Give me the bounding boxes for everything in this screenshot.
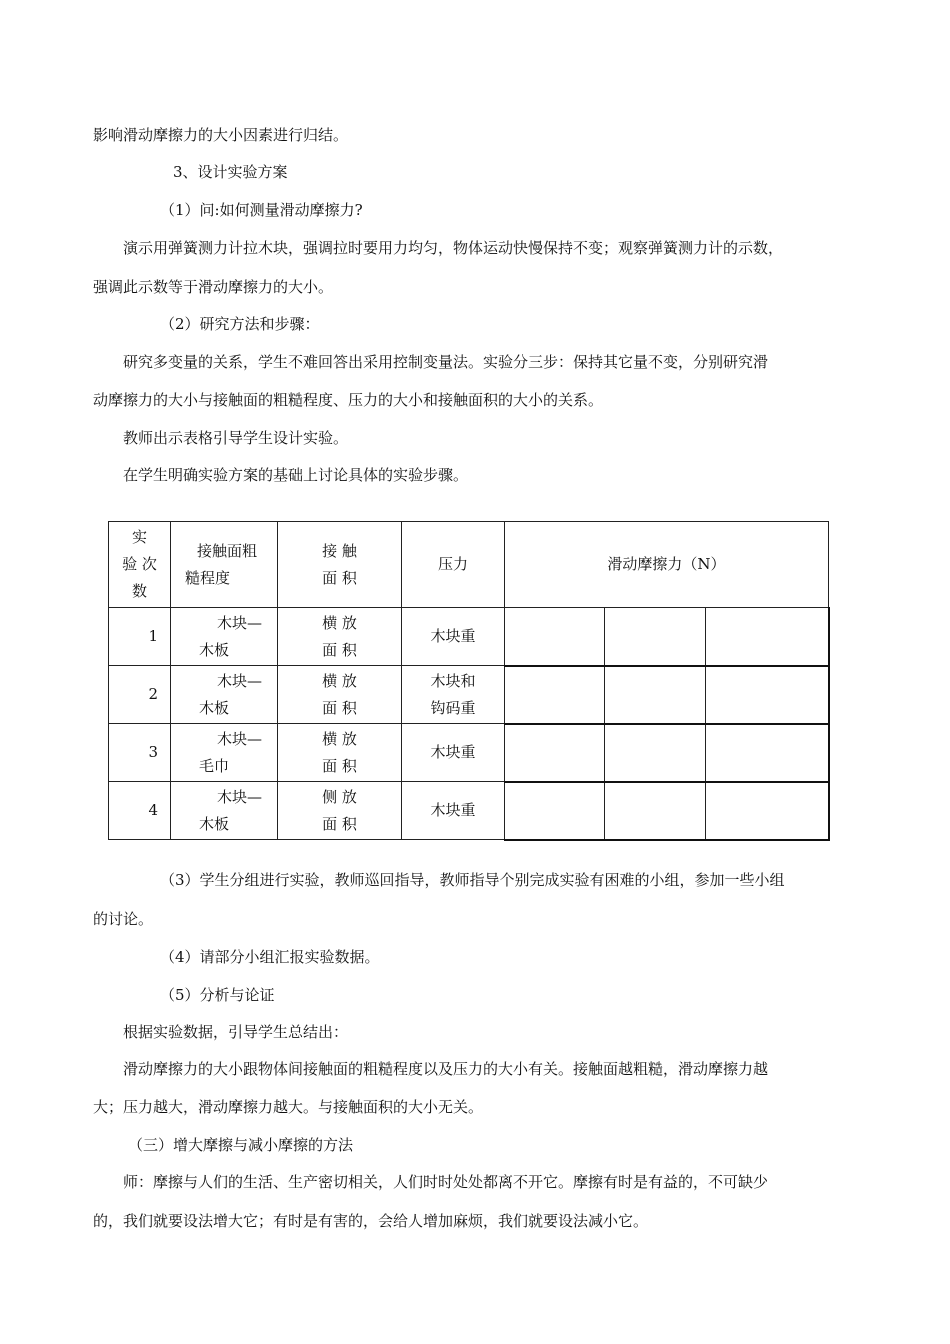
friction-cell xyxy=(706,608,829,666)
row-area xyxy=(278,782,402,840)
table-row xyxy=(109,724,829,782)
experiment-table xyxy=(108,521,830,841)
row-number: 1 xyxy=(109,608,171,666)
friction-cell xyxy=(505,608,605,666)
row-pressure xyxy=(402,724,505,782)
header-experiment-number xyxy=(109,522,171,608)
row-surface-line2: 木板 xyxy=(199,640,230,659)
row-number: 4 xyxy=(109,782,171,840)
friction-cell xyxy=(706,724,829,782)
section-heading: （三）增大摩擦与减小摩擦的方法 xyxy=(128,1136,354,1154)
row-pressure xyxy=(402,666,505,724)
friction-cell xyxy=(505,724,605,782)
paragraph-text: 动摩擦力的大小与接触面的粗糙程度、压力的大小和接触面积的大小的关系。 xyxy=(93,391,604,409)
table-row xyxy=(109,782,829,840)
paragraph-text: 强调此示数等于滑动摩擦力的大小。 xyxy=(93,278,334,296)
paragraph-text: 的，我们就要设法增大它；有时是有害的，会给人增加麻烦，我们就要设法减小它。 xyxy=(93,1212,649,1230)
header-num-line3: 数 xyxy=(131,582,147,600)
row-area-line1: 横 放 xyxy=(322,613,357,632)
row-area-line1: 横 放 xyxy=(322,671,357,690)
row-area-line2: 面 积 xyxy=(322,814,357,833)
row-area-line2: 面 积 xyxy=(322,640,357,659)
paragraph-text: 在学生明确实验方案的基础上讨论具体的实验步骤。 xyxy=(123,466,469,484)
row-pressure-line1: 木块重 xyxy=(430,743,476,761)
row-surface-line1: 木块— xyxy=(217,787,263,806)
friction-cell xyxy=(605,782,706,840)
row-area xyxy=(278,608,402,666)
row-pressure-line1: 木块重 xyxy=(430,801,476,819)
header-num-line2: 验 次 xyxy=(122,555,157,573)
row-pressure xyxy=(402,608,505,666)
friction-cell xyxy=(706,666,829,724)
row-area-line1: 侧 放 xyxy=(322,787,357,806)
friction-cell xyxy=(605,666,706,724)
header-pressure: 压力 xyxy=(402,522,505,608)
subsection-heading: （1）问:如何测量滑动摩擦力? xyxy=(160,201,363,219)
paragraph-text: 研究多变量的关系，学生不难回答出采用控制变量法。实验分三步：保持其它量不变，分别研究滑 xyxy=(123,353,769,371)
row-area-line2: 面 积 xyxy=(322,756,357,775)
row-surface-line1: 木块— xyxy=(217,671,263,690)
row-pressure-line1: 木块和 xyxy=(430,671,476,690)
table-header-row xyxy=(109,522,829,608)
row-area xyxy=(278,666,402,724)
row-surface-line2: 毛巾 xyxy=(199,756,230,775)
row-surface-line2: 木板 xyxy=(199,814,230,833)
row-surface xyxy=(171,724,278,782)
subsection-heading: （4）请部分小组汇报实验数据。 xyxy=(160,948,380,966)
row-surface xyxy=(171,608,278,666)
header-surface-line2: 糙程度 xyxy=(185,568,231,587)
friction-cell xyxy=(505,782,605,840)
row-surface-line1: 木块— xyxy=(217,613,263,632)
paragraph-text: 教师出示表格引导学生设计实验。 xyxy=(123,429,349,447)
friction-cell xyxy=(605,608,706,666)
paragraph-text: 师：摩擦与人们的生活、生产密切相关，人们时时处处都离不开它。摩擦有时是有益的，不可缺少 xyxy=(123,1173,769,1191)
paragraph-text: 根据实验数据，引导学生总结出： xyxy=(123,1023,349,1041)
row-number: 2 xyxy=(109,666,171,724)
paragraph-text: 演示用弹簧测力计拉木块，强调拉时要用力均匀，物体运动快慢保持不变；观察弹簧测力计的示数， xyxy=(123,239,784,257)
row-surface xyxy=(171,782,278,840)
table-row xyxy=(109,608,829,666)
row-pressure-line1: 木块重 xyxy=(430,627,476,645)
paragraph-text: 的讨论。 xyxy=(93,910,154,928)
header-surface-line1: 接触面粗 xyxy=(197,541,258,560)
subsection-heading: （5）分析与论证 xyxy=(160,986,275,1004)
subsection-heading: （3）学生分组进行实验，教师巡回指导，教师指导个别完成实验有困难的小组，参加一些小组 xyxy=(160,871,785,889)
paragraph-text: 大；压力越大，滑动摩擦力越大。与接触面积的大小无关。 xyxy=(93,1098,484,1116)
header-area-line1: 接 触 xyxy=(322,541,357,560)
table-row xyxy=(109,666,829,724)
friction-cell xyxy=(706,782,829,840)
row-area-line1: 横 放 xyxy=(322,729,357,748)
row-surface-line1: 木块— xyxy=(217,729,263,748)
header-area-line2: 面 积 xyxy=(322,568,357,587)
friction-cell xyxy=(605,724,706,782)
subsection-heading: （2）研究方法和步骤： xyxy=(160,315,320,333)
header-friction: 滑动摩擦力（N） xyxy=(505,522,829,608)
paragraph-text: 滑动摩擦力的大小跟物体间接触面的粗糙程度以及压力的大小有关。接触面越粗糙，滑动摩擦力越 xyxy=(123,1060,769,1078)
row-surface-line2: 木板 xyxy=(199,698,230,717)
header-num-line1: 实 xyxy=(131,528,147,546)
header-area xyxy=(278,522,402,608)
row-surface xyxy=(171,666,278,724)
row-area xyxy=(278,724,402,782)
friction-cell xyxy=(505,666,605,724)
row-pressure-line2: 钩码重 xyxy=(430,698,476,717)
row-area-line2: 面 积 xyxy=(322,698,357,717)
section-heading: 3、设计实验方案 xyxy=(173,163,288,181)
row-number: 3 xyxy=(109,724,171,782)
row-pressure xyxy=(402,782,505,840)
header-surface xyxy=(171,522,278,608)
paragraph-text: 影响滑动摩擦力的大小因素进行归结。 xyxy=(93,126,349,144)
